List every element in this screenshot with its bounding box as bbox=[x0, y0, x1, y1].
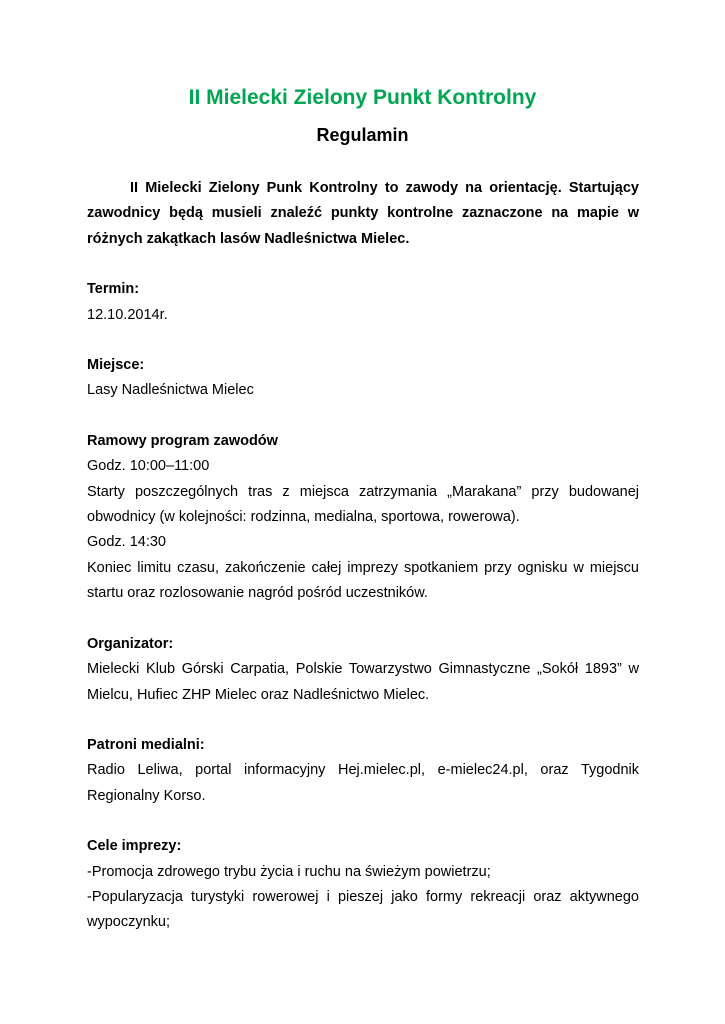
section-text: 12.10.2014r. bbox=[87, 306, 168, 323]
program-text: Koniec limitu czasu, zakończenie całej imprezy spotkaniem przy ognisku w miejscu startu oraz rozlosowanie nagród pośród uczestników. bbox=[87, 559, 639, 602]
section-text: Radio Leliwa, portal informacyjny Hej.mielec.pl, e-mielec24.pl, oraz Tygodnik Regionalny Korso. bbox=[87, 762, 639, 804]
section-heading: Patroni medialni: bbox=[87, 736, 205, 753]
section-text: Lasy Nadleśnictwa Mielec bbox=[87, 382, 254, 399]
section-text: Mielecki Klub Górski Carpatia, Polskie Towarzystwo Gimnastyczne „Sokół 1893” w Mielcu, Hufiec ZHP Mielec oraz Nadleśnictwo Mielec. bbox=[87, 661, 639, 703]
program-text: Starty poszczególnych tras z miejsca zatrzymania „Marakana” przy budowanej obwodnicy (w kolejności: rodzinna, medialna, sportowa, rowerowa). bbox=[87, 483, 639, 526]
section-heading: Termin: bbox=[87, 281, 140, 298]
list-item: -Promocja zdrowego trybu życia i ruchu na świeżym powietrzu; bbox=[87, 863, 491, 880]
program-time: Godz. 14:30 bbox=[87, 534, 166, 551]
program-time: Godz. 10:00–11:00 bbox=[87, 458, 210, 475]
section-patroni bbox=[87, 733, 639, 809]
section-heading: Ramowy program zawodów bbox=[87, 432, 278, 449]
section-program bbox=[87, 429, 639, 607]
section-miejsce bbox=[87, 353, 639, 404]
section-termin bbox=[87, 277, 639, 328]
document-body bbox=[87, 176, 639, 961]
intro-paragraph: II Mielecki Zielony Punk Kontrolny to zawody na orientację. Startujący zawodnicy będą musieli znaleźć punkty kontrolne zaznaczone na mapie w różnych zakątkach lasów Nadleśnictwa Mielec. bbox=[87, 180, 639, 247]
section-heading: Organizator: bbox=[87, 635, 174, 652]
section-heading: Cele imprezy: bbox=[87, 838, 182, 855]
document-title: II Mielecki Zielony Punkt Kontrolny bbox=[188, 86, 537, 109]
document-subtitle: Regulamin bbox=[316, 125, 409, 145]
section-organizator bbox=[87, 632, 639, 708]
section-heading: Miejsce: bbox=[87, 357, 145, 374]
list-item: -Popularyzacja turystyki rowerowej i pieszej jako formy rekreacji oraz aktywnego wypoczynku; bbox=[87, 888, 639, 931]
section-cele bbox=[87, 834, 639, 936]
